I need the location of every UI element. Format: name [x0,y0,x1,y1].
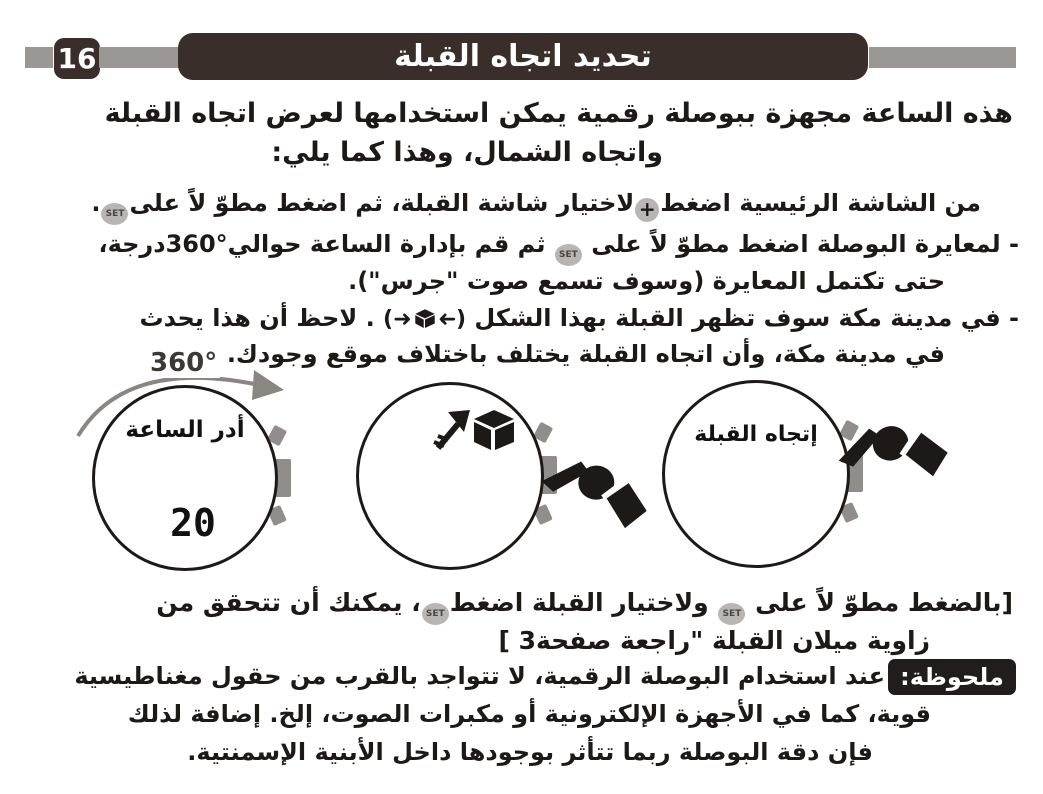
lcd-text-rotate: أدر الساعة [125,417,245,443]
watch-qibla-display-illustration [356,382,544,570]
watch-qibla-select-illustration [662,380,850,568]
intro-line-1: هذه الساعة مجهزة ببوصلة رقمية يمكن استخدامها لعرض اتجاه القبلة [104,98,1013,129]
bracket-note-line-2: زاوية ميلان القبلة "راجعة صفحة3 ] [498,626,930,655]
note-line-2: قوية، كما في الأجهزة الإلكترونية أو مكبرات الصوت، إلخ. إضافة لذلك [127,700,931,728]
set-button-icon: SET [101,203,128,225]
bracket-note-line-1 [156,588,1013,625]
step-1-text-pre: من الشاشة الرئيسية اضغط [660,189,981,217]
lcd-text-qibla-direction: إتجاه القبلة [694,422,818,447]
paren-open: ( [383,307,394,332]
arrow-left-icon: ➜ [437,307,456,332]
bracket-text-mid: ولاختيار القبلة اضغط [449,588,709,617]
rotate-360-label: 360° [147,348,220,378]
step-2-text-mid: ثم قم بإدارة الساعة حوالي [227,230,546,258]
step-2-line-1 [98,230,1019,266]
note-label: ملحوظة: [888,659,1016,695]
step-1 [91,189,981,225]
kaaba-icon [414,309,436,329]
set-button-icon: SET [555,244,582,266]
step-2-line-2: حتى تكتمل المعايرة (وسوف تسمع صوت "جرس"). [348,267,945,295]
pointing-hand-icon [539,451,650,552]
note-line-1: عند استخدام البوصلة الرقمية، لا تتواجد بالقرب من حقول مغناطيسية [74,662,885,690]
step-2-text-pre: - لمعايرة البوصلة اضغط مطوّ لاً على [591,230,1019,258]
step-2-text-end: درجة، [98,230,166,258]
page-title: تحديد اتجاه القبلة [178,33,868,80]
note-line-3: فإن دقة البوصلة ربما تتأثر بوجودها داخل الأبنية الإسمنتية. [187,738,873,766]
watch-face [662,380,850,568]
decorative-square [25,47,53,68]
step-3-line-2: في مدينة مكة، وأن اتجاه القبلة يختلف باختلاف موقع وجودك. [226,340,945,368]
arrow-right-icon: ➜ [393,307,412,332]
qibla-shape-glyph [383,307,466,332]
bracket-text-end: ، يمكنك أن تتحقق من [156,588,421,617]
step-3-line-1 [140,304,1019,332]
watch-rotate-illustration [92,385,278,571]
lcd-digits-20: 20 [170,501,216,545]
step-1-text-mid: لاختيار شاشة القبلة، ثم اضغط مطوّ لاً على [129,189,635,217]
page-number: 16 [54,38,100,79]
intro-line-2: واتجاه الشمال، وهذا كما يلي: [271,137,663,168]
set-button-icon: SET [718,603,745,625]
plus-button-icon: + [635,198,659,222]
step-3-text-end: . لاحظ أن هذا يحدث [139,304,375,332]
qibla-arrow-and-kaaba-icon [432,408,516,452]
paren-close: ) [455,307,467,332]
decorative-bar-right [869,47,1016,68]
set-button-icon: SET [422,603,449,625]
step-1-text-end: . [91,189,101,217]
bracket-text-pre: [بالضغط مطوّ لاً على [755,588,1013,617]
decorative-bar-left [99,47,181,68]
degrees-value: 360° [165,230,228,258]
step-3-text-pre: - في مدينة مكة سوف تظهر القبلة بهذا الشكل [474,304,1019,332]
